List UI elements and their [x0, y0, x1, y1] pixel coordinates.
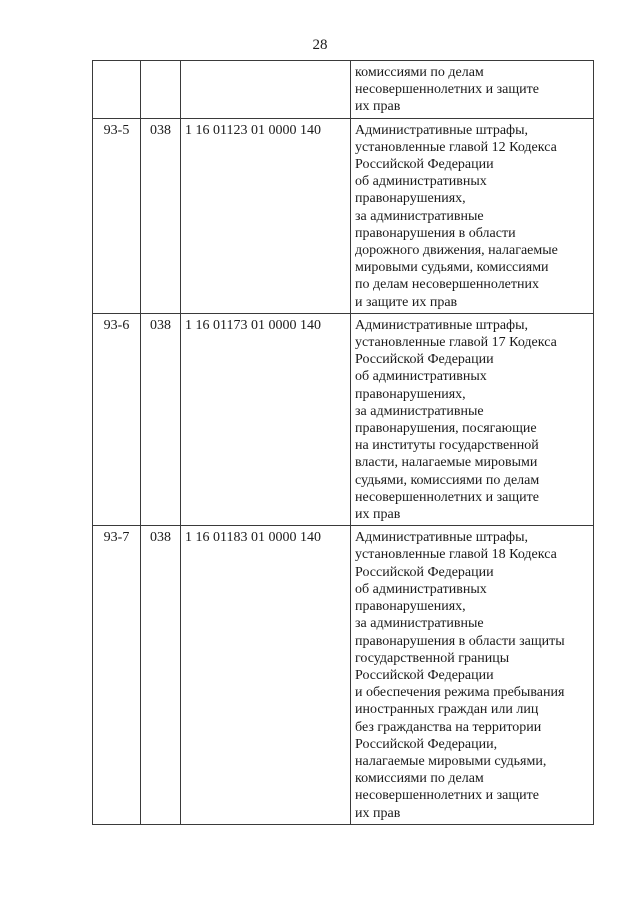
description-line: правонарушениях,	[355, 191, 466, 207]
description-line: правонарушения, посягающие	[355, 421, 537, 437]
description-line: комиссиями по делам	[355, 771, 484, 787]
description-line: судьями, комиссиями по делам	[355, 472, 540, 488]
description-line: установленные главой 17 Кодекса	[355, 335, 557, 351]
revenue-codes-table	[92, 60, 594, 825]
budget-classification-code-cell: 1 16 01173 01 0000 140	[181, 313, 351, 525]
description-line: правонарушения в области защиты	[355, 633, 565, 649]
table-row	[93, 118, 594, 313]
description-line: об административных	[355, 369, 487, 385]
description-line: власти, налагаемые мировыми	[355, 455, 538, 471]
description-line: несовершеннолетних и защите	[355, 788, 539, 804]
budget-classification-code-cell: 1 16 01183 01 0000 140	[181, 526, 351, 824]
description-line: Российской Федерации	[355, 564, 494, 580]
administrator-code-cell: 038	[141, 313, 181, 525]
table-row	[93, 526, 594, 824]
description-cell	[351, 118, 594, 313]
row-number-cell	[93, 61, 141, 119]
description-cell	[351, 61, 594, 119]
page-number: 28	[312, 37, 328, 53]
row-number-cell: 93-5	[93, 118, 141, 313]
description-line: несовершеннолетних и защите	[355, 82, 539, 98]
description-line: правонарушениях,	[355, 386, 466, 402]
description-line: по делам несовершеннолетних	[355, 277, 539, 293]
budget-classification-code-cell: 1 16 01123 01 0000 140	[181, 118, 351, 313]
description-line: Российской Федерации,	[355, 736, 498, 752]
description-line: правонарушения в области	[355, 225, 516, 241]
table-body	[93, 61, 594, 825]
description-line: их прав	[355, 507, 401, 523]
description-line: налагаемые мировыми судьями,	[355, 753, 547, 769]
row-number-cell: 93-7	[93, 526, 141, 824]
description-line: государственной границы	[355, 650, 510, 666]
description-line: на институты государственной	[355, 438, 539, 454]
description-line: за административные	[355, 616, 484, 632]
description-line: дорожного движения, налагаемые	[355, 243, 558, 259]
description-line: правонарушениях,	[355, 599, 466, 615]
description-line: Российской Федерации	[355, 667, 494, 683]
description-line: об административных	[355, 581, 487, 597]
administrator-code-cell	[141, 61, 181, 119]
description-line: Административные штрафы,	[355, 122, 529, 138]
budget-classification-code-cell	[181, 61, 351, 119]
description-line: их прав	[355, 805, 401, 821]
description-cell	[351, 526, 594, 824]
description-cell	[351, 313, 594, 525]
description-line: за административные	[355, 208, 484, 224]
description-line: Административные штрафы,	[355, 317, 529, 333]
table-row	[93, 313, 594, 525]
description-line: их прав	[355, 99, 401, 115]
description-line: и обеспечения режима пребывания	[355, 685, 565, 701]
description-line: несовершеннолетних и защите	[355, 489, 539, 505]
description-line: иностранных граждан или лиц	[355, 702, 539, 718]
description-line: установленные главой 18 Кодекса	[355, 547, 557, 563]
table-row	[93, 61, 594, 119]
description-line: и защите их прав	[355, 294, 458, 310]
description-line: Российской Федерации	[355, 352, 494, 368]
description-line: комиссиями по делам	[355, 65, 484, 80]
administrator-code-cell: 038	[141, 526, 181, 824]
description-line: без гражданства на территории	[355, 719, 542, 735]
description-line: за административные	[355, 403, 484, 419]
administrator-code-cell: 038	[141, 118, 181, 313]
description-line: об административных	[355, 174, 487, 190]
description-line: установленные главой 12 Кодекса	[355, 139, 557, 155]
description-line: мировыми судьями, комиссиями	[355, 260, 549, 276]
row-number-cell: 93-6	[93, 313, 141, 525]
description-line: Административные штрафы,	[355, 530, 529, 546]
description-line: Российской Федерации	[355, 157, 494, 173]
